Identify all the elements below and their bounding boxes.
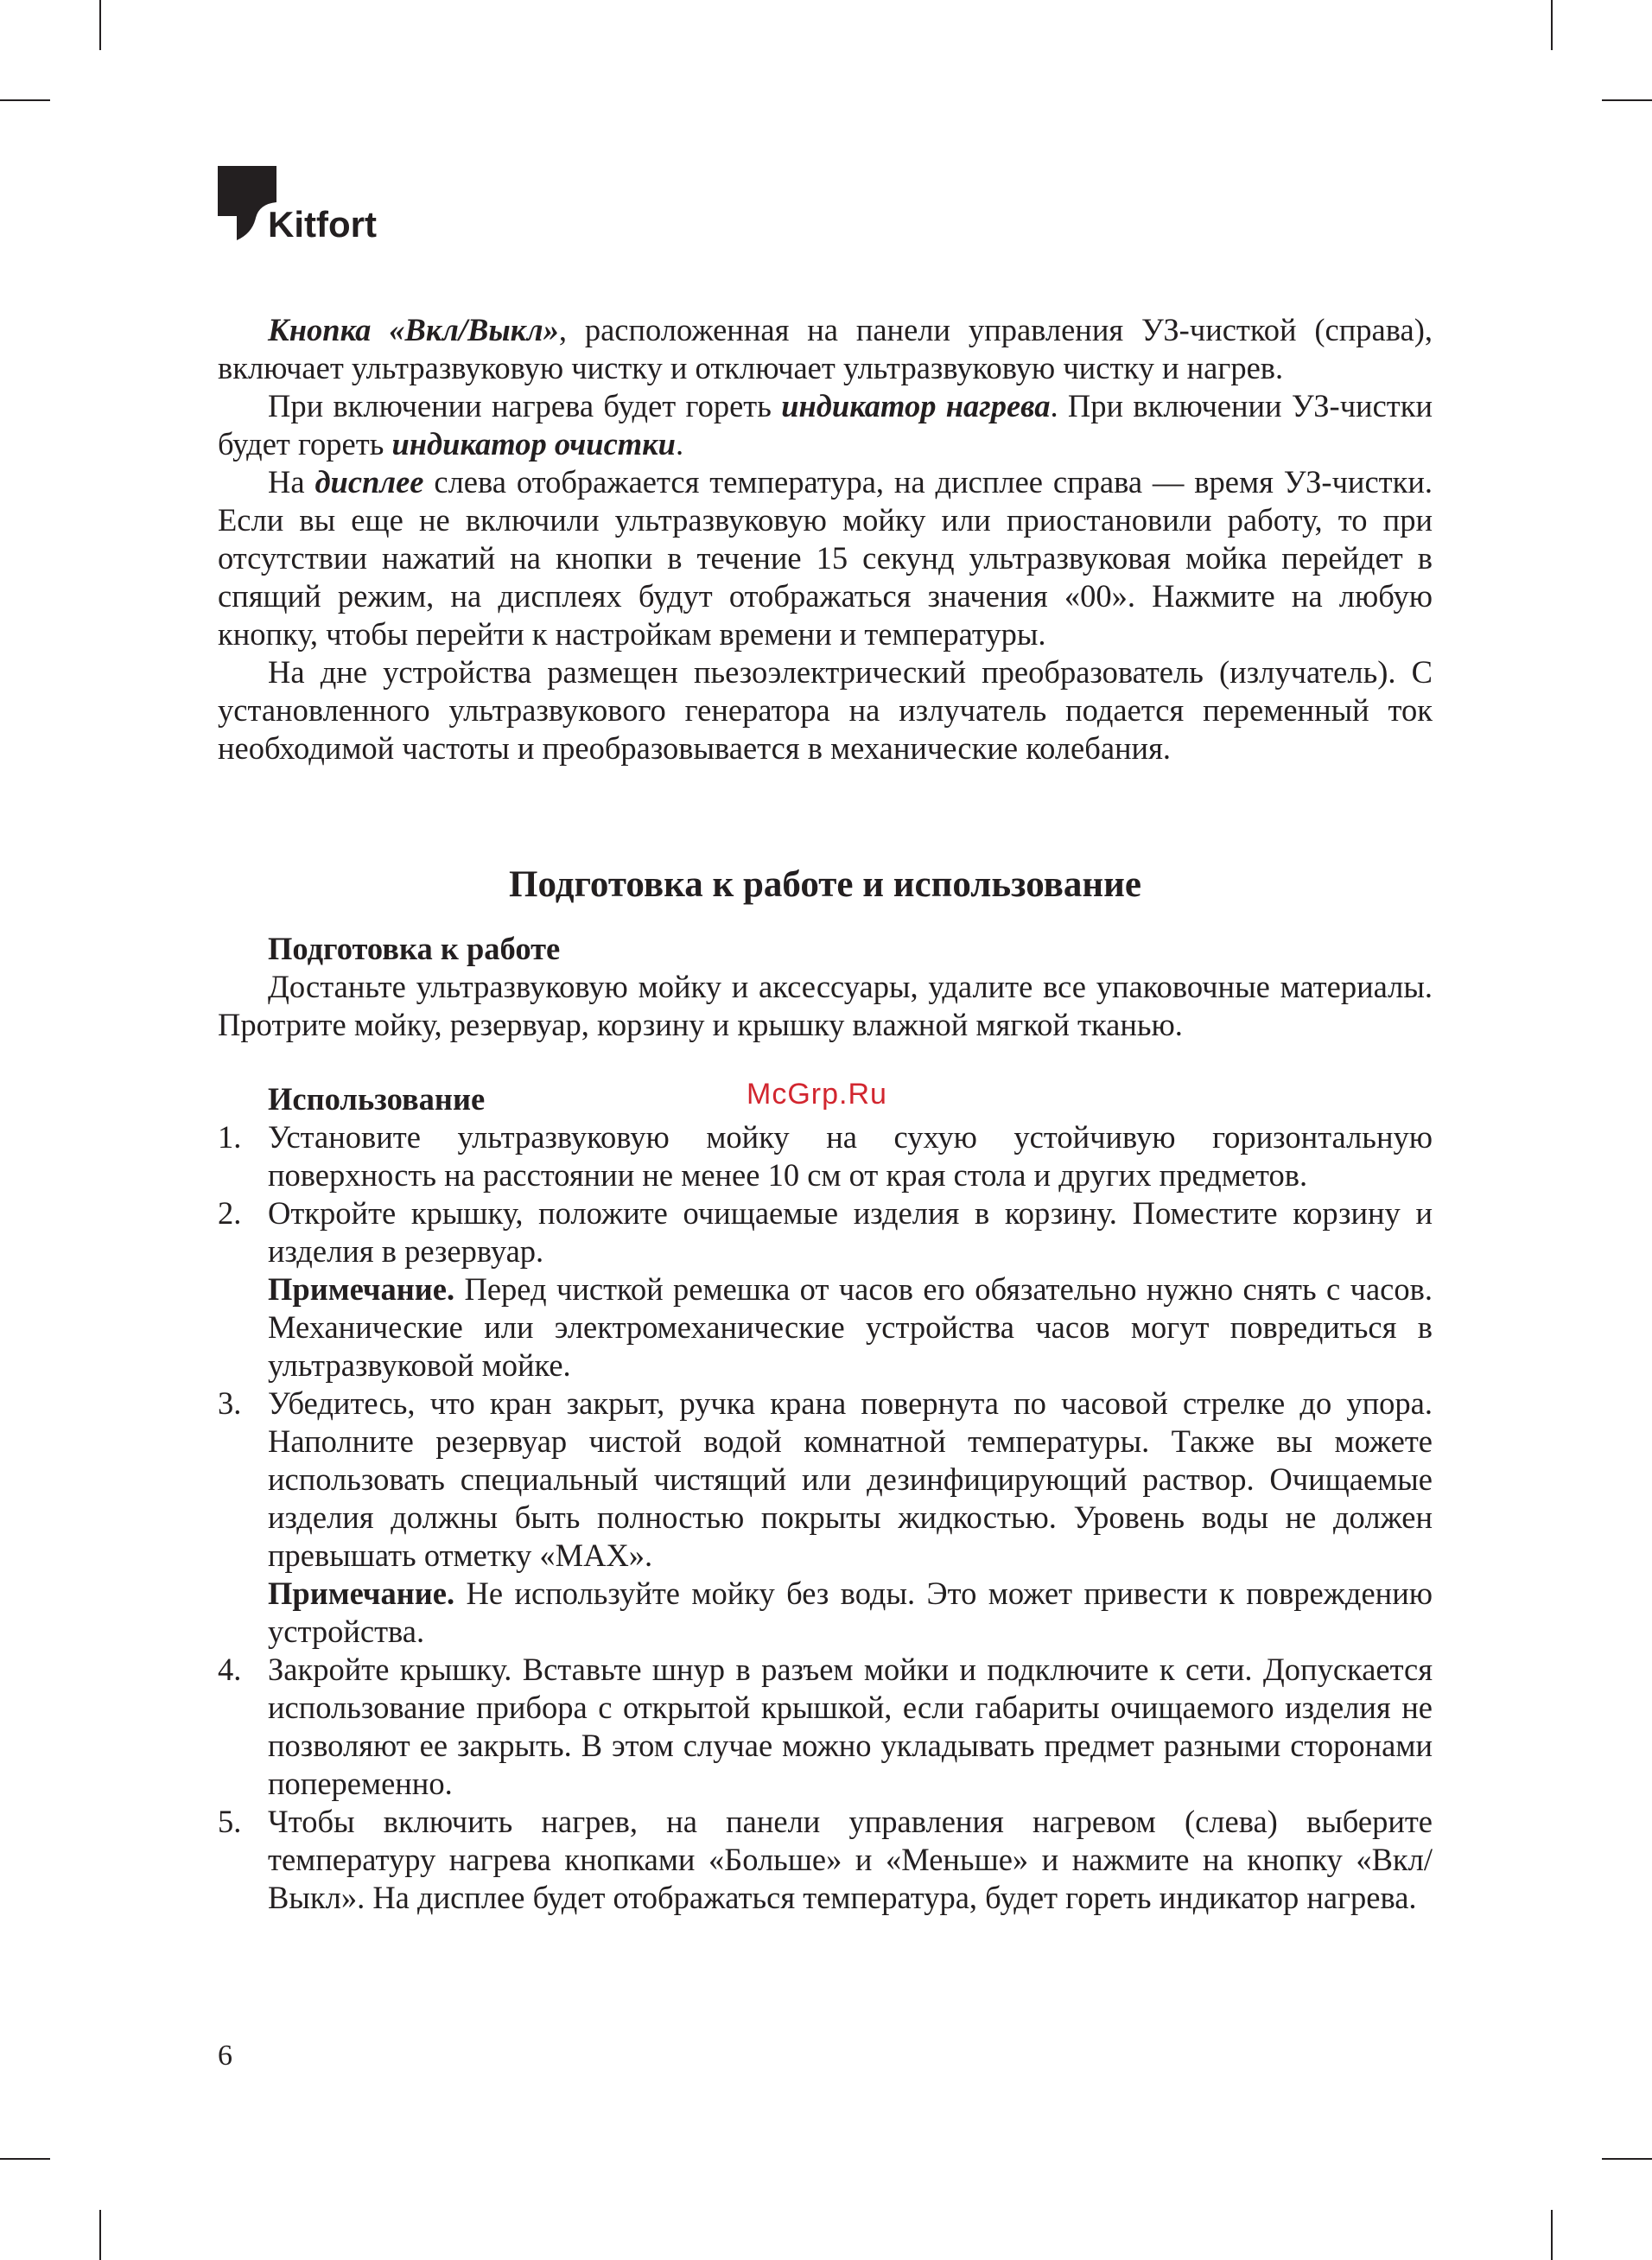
step-text: Чтобы включить нагрев, на панели управления нагревом (слева) выберите температуру нагрева кнопками «Больше» и «Меньше» и нажмите на кнопку «Вкл/Выкл». На дисплее будет отображаться температура, будет гореть индикатор нагрева. [268, 1804, 1433, 1915]
crop-mark [1602, 2158, 1652, 2160]
step-number: 4. [218, 1652, 242, 1687]
text: . [675, 426, 684, 462]
step-number: 1. [218, 1119, 242, 1155]
step-text: Откройте крышку, положите очищаемые изделия в корзину. Поместите корзину и изделия в резервуар. [268, 1195, 1433, 1269]
usage-heading-row [218, 1080, 1433, 1118]
step-number: 2. [218, 1195, 242, 1231]
brand-name: Kitfort [268, 204, 377, 245]
paragraph [218, 311, 1433, 387]
text: . При включении УЗ-чистки будет гореть [218, 388, 1433, 462]
list-item [218, 1385, 1433, 1651]
note-text: Перед чисткой ремешка от часов его обязательно нужно снять с часов. Механические или электромеханические устройства часов могут повредиться в ультразвуковой мойке. [268, 1271, 1433, 1383]
subheading-usage: Использование [268, 1081, 486, 1117]
emphasis: Кнопка «Вкл/Выкл» [268, 312, 559, 347]
step-note [268, 1270, 1433, 1385]
list-item [218, 1651, 1433, 1803]
crop-mark [0, 2158, 50, 2160]
crop-mark [0, 99, 50, 101]
usage-steps [218, 1118, 1433, 1917]
note-label: Примечание. [268, 1576, 455, 1611]
text: На [268, 464, 315, 500]
text: При включении нагрева будет гореть [268, 388, 782, 423]
paragraph [218, 387, 1433, 463]
list-item [218, 1118, 1433, 1194]
page-content [218, 311, 1433, 1917]
paragraph: На дне устройства размещен пьезоэлектрический преобразователь (излучатель). С установленного ультразвукового генератора на излучатель подается переменный ток необходимой частоты и преобразовывается в механические колебания. [218, 654, 1433, 766]
crop-mark [99, 2210, 101, 2260]
step-text: Закройте крышку. Вставьте шнур в разъем мойки и подключите к сети. Допускается использование прибора с открытой крышкой, если габариты очищаемого изделия не позволяют ее закрыть. В этом случае можно укладывать предмет разными сторонами попеременно. [268, 1652, 1433, 1801]
subheading-preparation: Подготовка к работе [268, 931, 561, 966]
crop-mark [99, 0, 101, 50]
paragraph [218, 463, 1433, 653]
section-title: Подготовка к работе и использование [509, 864, 1141, 905]
emphasis: дисплее [315, 464, 424, 500]
emphasis: индикатор очистки [391, 426, 676, 462]
crop-mark [1602, 99, 1652, 101]
note-text: Не используйте мойку без воды. Это может привести к повреждению устройства. [268, 1576, 1433, 1649]
crop-mark [1551, 2210, 1553, 2260]
emphasis: индикатор нагрева [781, 388, 1051, 423]
paragraph: Достаньте ультразвуковую мойку и аксессуары, удалите все упаковочные материалы. Протрите мойку, резервуар, корзину и крышку влажной мягкой тканью. [218, 969, 1433, 1042]
page-number: 6 [218, 2040, 232, 2072]
crop-mark [1551, 0, 1553, 50]
text: , расположенная на панели управления УЗ-чисткой (справа), включает ультразвуковую чистку и отключает ультразвуковую чистку и нагрев. [218, 312, 1433, 385]
step-text: Убедитесь, что кран закрыт, ручка крана повернута по часовой стрелке до упора. Наполните резервуар чистой водой комнатной температуры. Также вы можете использовать специальный чистящий или дезинфицирующий раствор. Очищаемые изделия должны быть полностью покрыты жидкостью. Уровень воды не должен превышать отметку «MAX». [268, 1385, 1433, 1573]
text: слева отображается температура, на дисплее справа — время УЗ-чистки. Если вы еще не включили ультразвуковую мойку или приостановили работу, то при отсутствии нажатий на кнопки в течение 15 секунд ультразвуковая мойка перейдет в спящий режим, на дисплеях будут отображаться значения «00». Нажмите на любую кнопку, чтобы перейти к настройкам времени и температуры. [218, 464, 1433, 652]
list-item [218, 1803, 1433, 1917]
kitfort-logo [218, 166, 391, 252]
step-note [268, 1575, 1433, 1651]
step-number: 5. [218, 1804, 242, 1839]
list-item [218, 1194, 1433, 1385]
step-number: 3. [218, 1385, 242, 1421]
watermark: McGrp.Ru [747, 1078, 887, 1111]
step-text: Установите ультразвуковую мойку на сухую устойчивую горизонтальную поверхность на расстоянии не менее 10 см от края стола и других предметов. [268, 1119, 1433, 1193]
note-label: Примечание. [268, 1271, 455, 1307]
